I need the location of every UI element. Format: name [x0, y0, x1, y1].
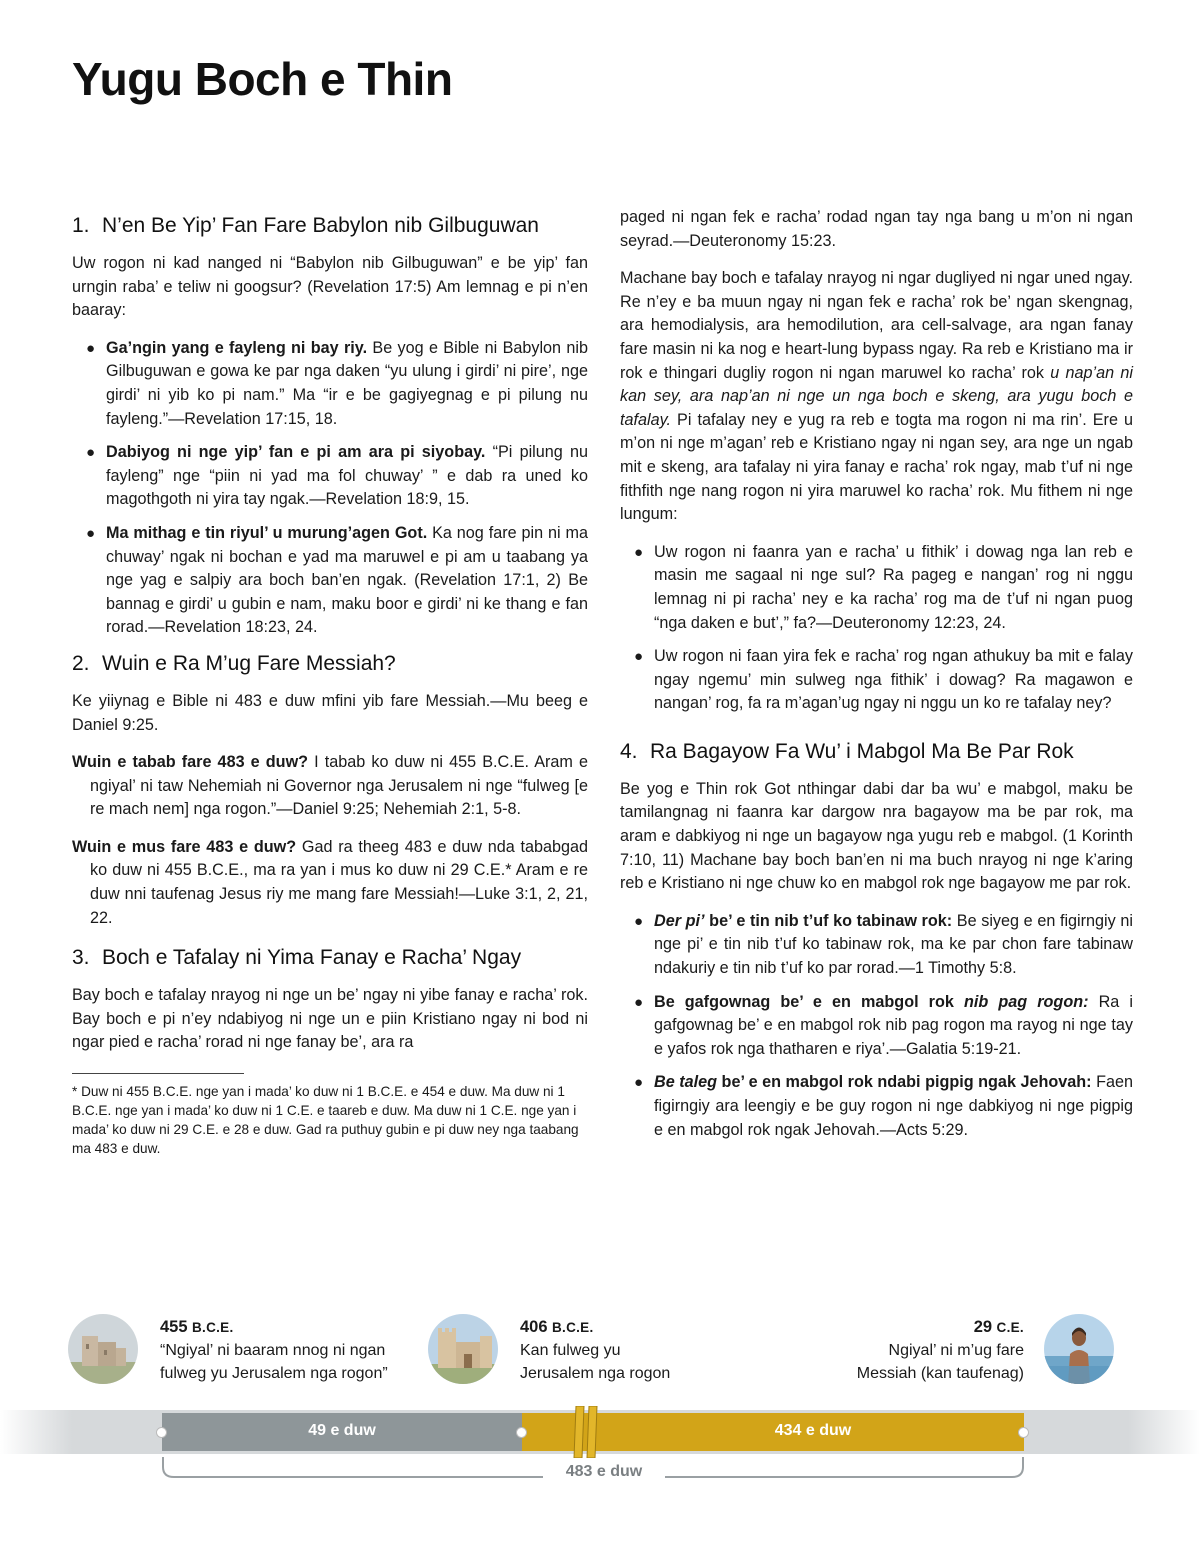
event-caption-line: Kan fulweg yu	[520, 1342, 621, 1359]
footnote: * Duw ni 455 B.C.E. nge yan i mada’ ko duw ni 1 B.C.E. e 454 e duw. Ma duw ni 1 B.C.E. nge yan i mada’ ko duw ni 1 C.E. e taareb e duw. Ma duw ni 1 C.E. nge yan i mada’ ko duw ni 29 C.E. e 28 e duw. Gad ra puthuy gubin e pi duw ney nga taabang ma 483 e duw.	[72, 1084, 579, 1157]
section-number: 1.	[72, 214, 90, 237]
text-run: Machane bay boch e tafalay nrayog ni ngar dugliyed ni ngar uned ngay. Re n’ey e ba muun ngay ni ngan fek e racha’ rok be’ ngan skengnag, ara hemodialysis, ara hemodilution, ara cell-salvage, ara ngan fanay fare masin ni ka nog e heart-lung bypass ngay. Ra reb e Kristiano ma ir rok e thingari dugliy rogon ni ngan maruwel ko racha’ rok	[620, 269, 1133, 382]
item-text: Uw rogon ni faan yira fek e racha’ rog ngan athukuy ba mit e falay ngay ngemu’ min sulweg nga fithik’ i dowag? Ra magawon e nangan’ rog, fa ra m’agan’ug ngay ni nggu un ko re tafalay ney?	[654, 647, 1133, 713]
section-number: 3.	[72, 946, 90, 970]
question: Wuin e tabab fare 483 e duw?	[72, 753, 309, 772]
section-title: Wuin e Ra M’ug Fare Messiah?	[102, 651, 396, 675]
timeline-marker	[516, 1427, 527, 1438]
event-era: C.E.	[996, 1320, 1024, 1335]
event-caption-line: Ngiyal’ ni m’ug fare	[888, 1342, 1024, 1359]
item-lead: be’ e tin nib t’uf ko tabinaw rok:	[704, 911, 953, 930]
item-lead: Ga’ngin yang e fayleng ni bay riy.	[106, 338, 368, 357]
timeline	[0, 1300, 1200, 1500]
list-item	[86, 337, 588, 431]
event-caption-line: Jerusalem nga rogon	[520, 1365, 671, 1382]
section-3-paragraph-start: Bay boch e tafalay nrayog ni nge un be’ ngay ni yibe fanay e racha’ rok. Bay boch e pi n’ey ndabiyog ni nge un e piin Kristiano ngay ni bod ni ngar pied e racha’ rorad ni nge fanay be’, ara ra	[72, 986, 588, 1052]
answer: I tabab ko duw ni 455 B.C.E. Aram e ngiyal’ ni taw Nehemiah ni Governor nga Jerusalem ni nge “fulweg [e re mach nem] nga rogon.”—Daniel 9:25; Nehemiah 2:1, 5-8.	[90, 753, 588, 819]
right-column	[620, 206, 1133, 1152]
timeline-marker	[156, 1427, 167, 1438]
section-4-intro: Be yog e Thin rok Got nthingar dabi dar ba wu’ e mabgol, maku be tamilangnag ni faanra kar dargow nra bagayow ma be par rok, ma aram e dabkiyog ni nge un bagayow nga yugu reb e mabgol. (1 Korinth 7:10, 11) Machane bay boch ban’en ni ma buch nrayog ni nge k’aring reb e Kristiano ni nge chuw ko en mabgol rok nge bagayow me par rok.	[620, 779, 1133, 893]
page-title: Yugu Boch e Thin	[72, 53, 453, 105]
event-era: B.C.E.	[191, 1320, 234, 1335]
item-text: Be yog e Bible ni Babylon nib Gilbuguwan e gowa ke par nga daken “yu ulung i girdi’ ni pire’, nge girdi’ ni yib ko pi nam.” Ma “ir e be gagiyegnag e pi pilung nu fayleng.”—Revelation 17:15, 18.	[106, 338, 588, 428]
event-caption-line: fulweg yu Jerusalem nga rogon”	[160, 1365, 388, 1382]
rebuilt-city-illustration	[428, 1314, 498, 1384]
list-item	[634, 541, 1133, 635]
bullet-icon: ●	[634, 648, 644, 666]
event-caption-line: “Ngiyal’ ni baaram nnog ni ngan	[160, 1342, 386, 1359]
bullet-icon: ●	[634, 993, 644, 1011]
text-run-italic: u nap’an ni kan sey, ara nap’an ni nge un nga boch e skeng, ara yugu boch e tafalay.	[620, 363, 1133, 429]
section-1-list	[72, 337, 588, 640]
timeline-marker	[1018, 1427, 1029, 1438]
item-lead: Ma mithag e tin riyul’ u murung’agen Got.	[106, 523, 428, 542]
event-455-bce	[160, 1316, 388, 1385]
section-title: N’en Be Yip’ Fan Fare Babylon nib Gilbuguwan	[102, 214, 539, 237]
section-3-list	[620, 541, 1133, 716]
footnote-divider	[72, 1073, 244, 1074]
section-number: 2.	[72, 651, 90, 675]
total-span-label: 483 e duw	[543, 1463, 665, 1481]
list-item	[634, 1071, 1133, 1142]
baptism-illustration	[1044, 1314, 1114, 1384]
event-caption-line: Messiah (kan taufenag)	[856, 1365, 1024, 1382]
event-29-ce	[857, 1316, 1024, 1385]
bullet-icon: ●	[86, 444, 96, 462]
section-4-heading	[620, 738, 1133, 766]
list-item	[634, 645, 1133, 716]
item-lead: Be gafgownag be’ e en mabgol rok	[654, 992, 964, 1011]
section-1-intro: Uw rogon ni kad nanged ni “Babylon nib Gilbuguwan” e be yip’ fan urngin raba’ e teliw ni googsur? (Revelation 17:5) Am lemnag e pi n’en baaray:	[72, 254, 588, 320]
bullet-icon: ●	[634, 1074, 644, 1092]
item-lead-italic: Der pi’	[654, 911, 705, 930]
list-item	[86, 441, 588, 512]
section-3-paragraph-2	[620, 267, 1133, 527]
left-column	[72, 204, 588, 1158]
event-year: 29	[973, 1318, 993, 1336]
section-title: Ra Bagayow Fa Wu’ i Mabgol Ma Be Par Rok	[650, 739, 1074, 763]
item-text: Ka nog fare pin ni ma chuway’ ngak ni bochan e yad ma maruwel e pi am u taabang ya nge yag e salpiy ara boch ban’en ngak. (Revelation 17:1, 2) Be bannag e girdi’ u gubin e nam, maku boor e girdi’ ni ke thang e fan rorad.—Revelation 18:23, 24.	[106, 523, 588, 637]
list-item	[86, 522, 588, 640]
answer: Gad ra theeg 483 e duw nda tababgad ko duw ni 455 B.C.E., ma ra yan i mus ko duw ni 29 C.E.* Aram e re duw nni taufenag Jesus riy me mang fare Messiah!—Luke 3:1, 2, 21, 22.	[90, 837, 588, 927]
item-text: Be siyeg e en figirngiy ni nge pi’ e tin nib t’uf ko tabinaw rok, ma ke par chon fare tabinaw ndakuriy e tin nib t’uf ko par rorad.—1 Timothy 5:8.	[654, 911, 1133, 978]
item-lead: be’ e en mabgol rok ndabi pigpig ngak Jehovah:	[717, 1073, 1092, 1092]
section-3-heading	[72, 944, 588, 972]
event-406-bce	[520, 1316, 670, 1385]
time-break-icon	[572, 1406, 602, 1458]
bullet-icon: ●	[86, 339, 96, 357]
section-2-heading	[72, 650, 588, 678]
text-run: Pi tafalay ney e yug ra reb e togta ma rogon ni ma rin’. Ere u m’on ni nge m’agan’ reb e Kristiano ngay ni ngan sey, ara nge un ngab mit e skeng, ara tafalay ni yira fanay e racha’ rok ngay, mab t’uf ni nge fithfith nge nang rogon ni yira maruwel ko racha’ rok. Mu fithem ni nge lungum:	[620, 410, 1133, 524]
event-year: 406	[520, 1318, 548, 1336]
question: Wuin e mus fare 483 e duw?	[72, 837, 297, 856]
section-number: 4.	[620, 739, 638, 763]
section-4-list	[620, 910, 1133, 1142]
list-item	[634, 910, 1133, 981]
question-answer	[72, 836, 588, 930]
segment-label: 434 e duw	[774, 1422, 852, 1439]
ruined-city-illustration	[68, 1314, 138, 1384]
item-text: Ra i gafgownag be’ e en mabgol rok nib pag rogon ma rayog ni nge tay e yafos rok nga thatharen e riya’.—Galatia 5:19-21.	[654, 992, 1133, 1058]
item-lead-italic: nib pag rogon:	[963, 992, 1089, 1011]
item-text: Uw rogon ni faanra yan e racha’ u fithik’ i dowag nga lan reb e masin me sagaal ni nge sul? Ra pageg e nangan’ rog ni nggu lemnag ni pi racha’ ney e ka racha’ rog ma de t’uf ni ngan puog “nga daken e but’,” fa?—Deuteronomy 12:23, 24.	[654, 542, 1133, 632]
item-lead-italic: Be taleg	[654, 1073, 718, 1092]
event-year: 455	[160, 1318, 188, 1336]
event-era: B.C.E.	[551, 1320, 594, 1335]
section-2-intro: Ke yiiynag e Bible ni 483 e duw mfini yib fare Messiah.—Mu beeg e Daniel 9:25.	[72, 691, 588, 734]
bullet-icon: ●	[86, 524, 96, 542]
bullet-icon: ●	[634, 543, 644, 561]
item-text: “Pi pilung nu fayleng” nge “piin ni yad ma fol chuway’ ” e dab ra uned ko magothgoth ni yira tay ngak.—Revelation 18:9, 15.	[106, 443, 588, 509]
item-text: Faen figirngiy ara leengiy e be guy rogon ni nge dabkiyog ni nge pigpig e en mabgol rok ngak Jehovah.—Acts 5:29.	[654, 1073, 1133, 1139]
item-lead: Dabiyog ni nge yip’ fan e pi am ara pi siyobay.	[106, 443, 486, 462]
section-title: Boch e Tafalay ni Yima Fanay e Racha’ Ngay	[102, 946, 522, 970]
section-3-paragraph-end: paged ni ngan fek e racha’ rodad ngan tay nga bang u m’on ni ngan seyrad.—Deuteronomy 15:23.	[620, 208, 1133, 250]
question-answer	[72, 751, 588, 822]
bullet-icon: ●	[634, 912, 644, 930]
list-item	[634, 991, 1133, 1062]
section-1-heading	[72, 212, 588, 240]
segment-label: 49 e duw	[308, 1422, 376, 1439]
